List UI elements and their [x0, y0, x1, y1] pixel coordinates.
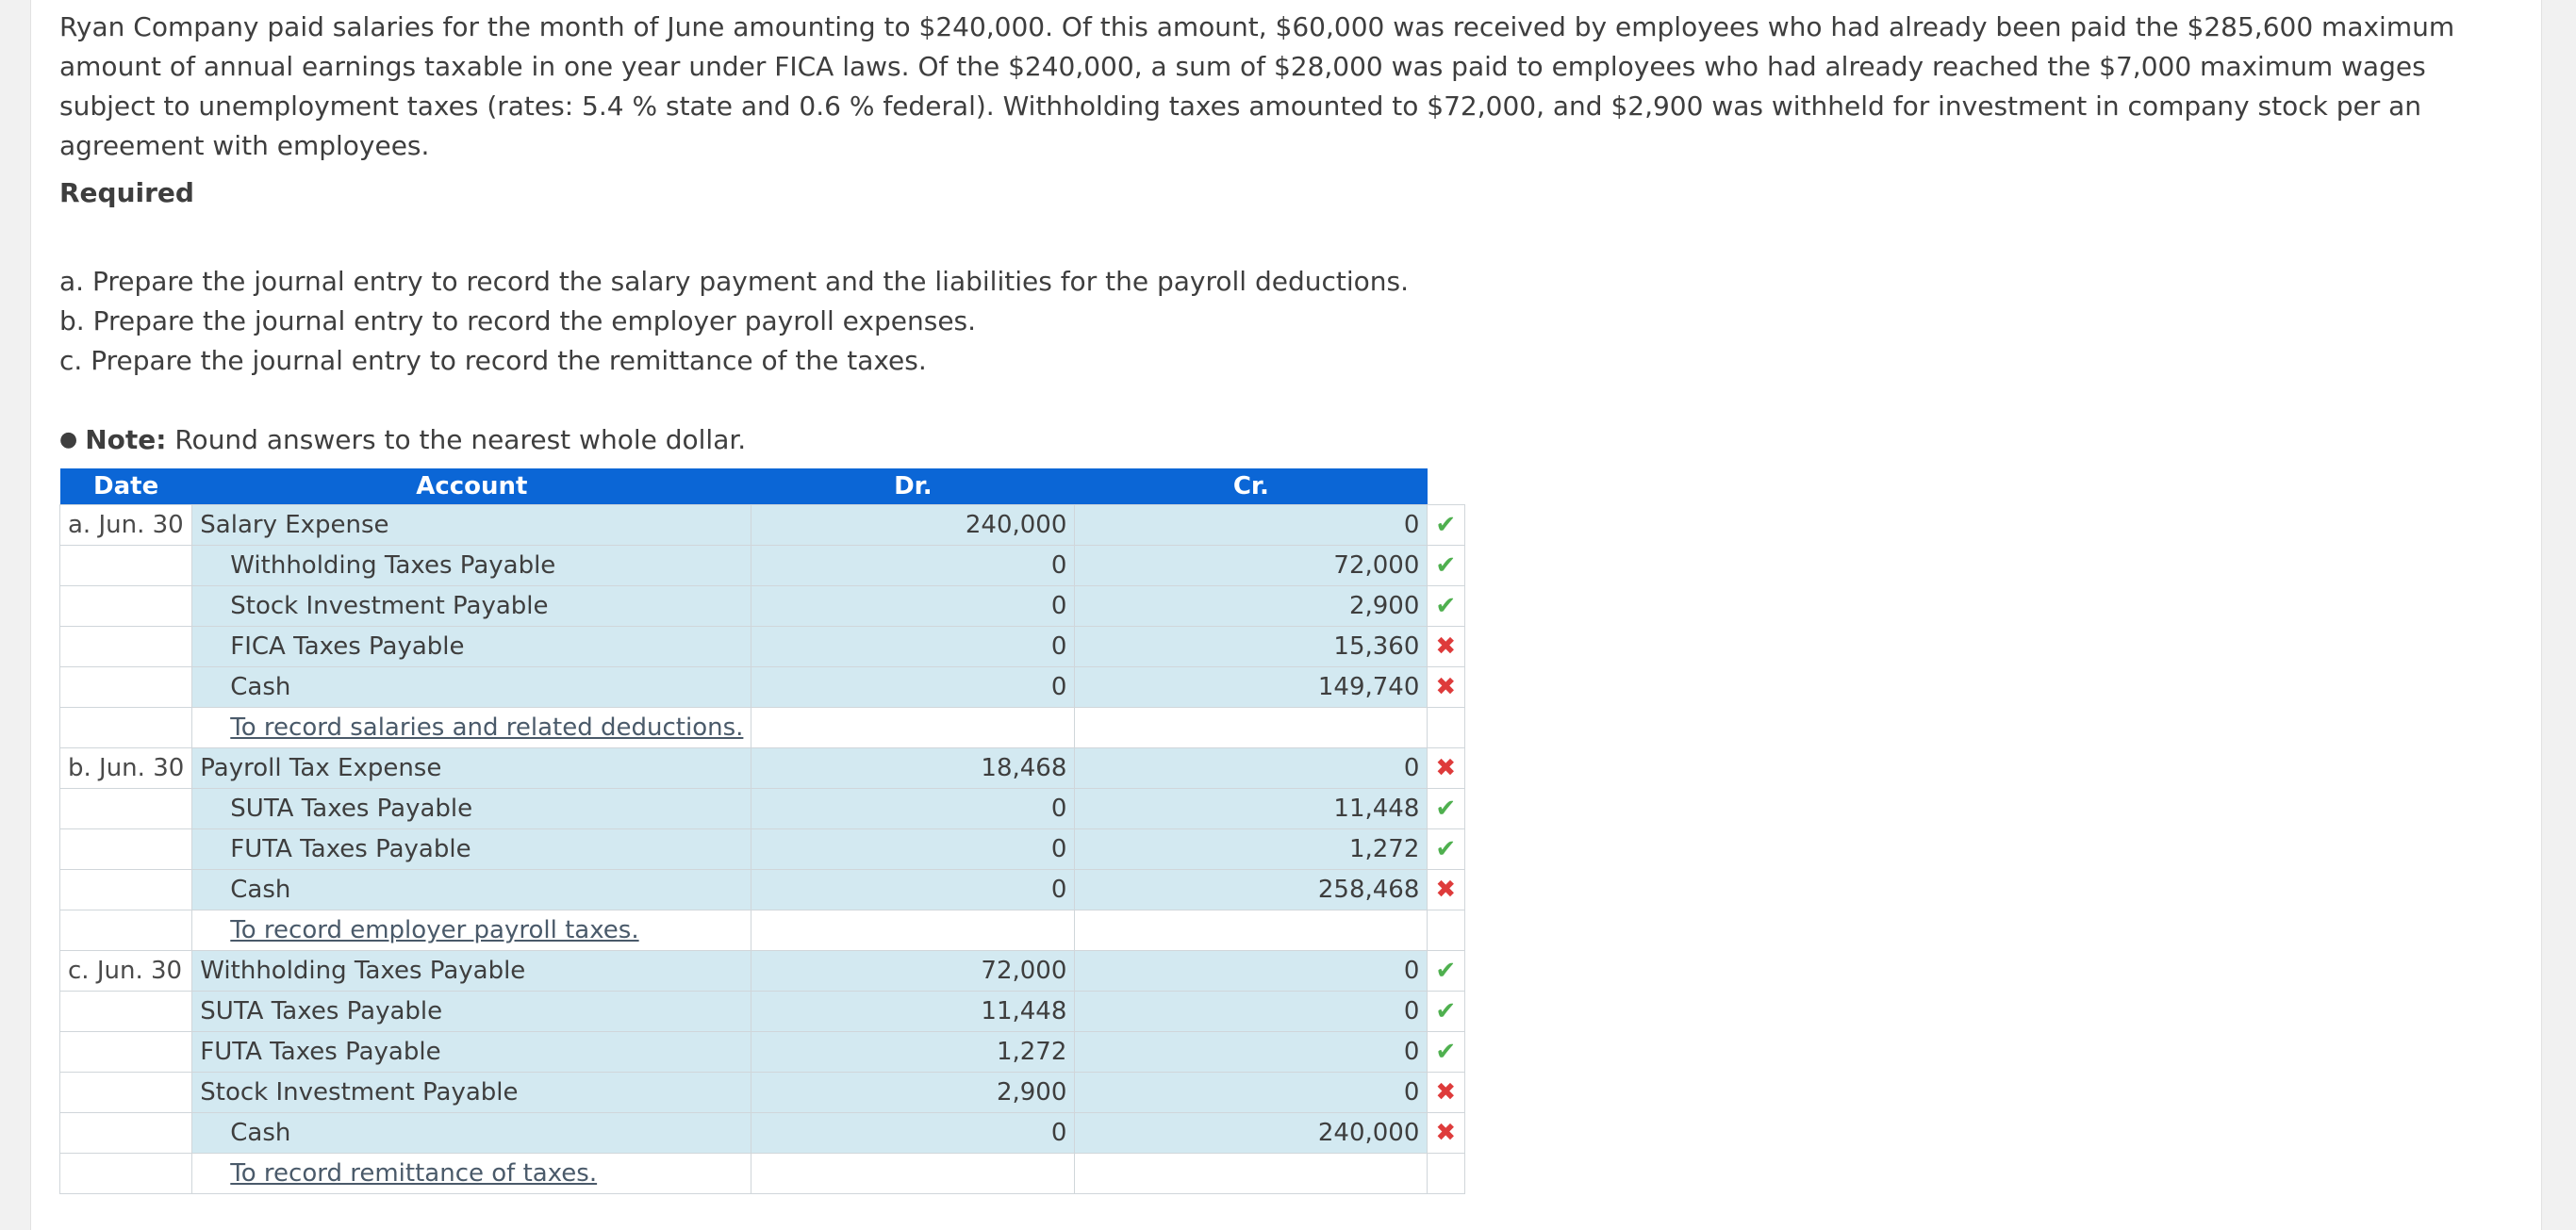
credit-field[interactable]: 0: [1075, 1073, 1428, 1113]
date-cell: [60, 586, 192, 627]
bullet-icon: ●: [59, 428, 78, 451]
check-icon: [1428, 789, 1465, 829]
debit-field[interactable]: 240,000: [751, 505, 1075, 546]
debit-field[interactable]: 18,468: [751, 748, 1075, 789]
table-row: [60, 951, 1465, 992]
cross-icon: [1428, 1113, 1465, 1154]
question-panel: [30, 0, 2542, 1230]
debit-field[interactable]: 72,000: [751, 951, 1075, 992]
check-icon: [1428, 951, 1465, 992]
credit-field[interactable]: 258,468: [1075, 870, 1428, 910]
table-row: [60, 829, 1465, 870]
credit-field[interactable]: 240,000: [1075, 1113, 1428, 1154]
debit-field: [751, 1154, 1075, 1194]
credit-field: [1075, 708, 1428, 748]
debit-column-header: Dr.: [751, 468, 1075, 505]
cross-icon: ✖: [1435, 632, 1457, 661]
debit-field[interactable]: 0: [751, 546, 1075, 586]
account-field[interactable]: Cash: [192, 1113, 751, 1154]
account-field[interactable]: SUTA Taxes Payable: [192, 992, 751, 1032]
problem-statement: Ryan Company paid salaries for the month of June amounting to $240,000. Of this amount, $60,000 was received by employees who had already been paid the $285,600 maximum amount of annual earnings taxable in one year under FICA laws. Of the $240,000, a sum of $28,000 was paid to employees who had already reached the $7,000 maximum wages subject to unemployment taxes (rates: 5.4 % state and 0.6 % federal). Withholding taxes amounted to $72,000, and $2,900 was withheld for investment in company stock per an agreement with employees.: [59, 11, 2455, 161]
check-icon: ✔: [1435, 1038, 1457, 1066]
cross-icon: ✖: [1435, 876, 1457, 904]
table-row: [60, 992, 1465, 1032]
check-icon: ✔: [1435, 592, 1457, 620]
table-row: [60, 1073, 1465, 1113]
credit-field: [1075, 910, 1428, 951]
debit-field[interactable]: 2,900: [751, 1073, 1075, 1113]
account-field[interactable]: Stock Investment Payable: [192, 1073, 751, 1113]
entry-description-text: To record salaries and related deductions.: [230, 713, 744, 742]
account-field[interactable]: Cash: [192, 870, 751, 910]
debit-field[interactable]: 0: [751, 667, 1075, 708]
cross-icon: ✖: [1435, 1078, 1457, 1107]
table-row: [60, 748, 1465, 789]
check-icon: ✔: [1435, 511, 1457, 539]
debit-field[interactable]: 0: [751, 627, 1075, 667]
table-row: [60, 910, 1465, 951]
check-icon: ✔: [1435, 997, 1457, 1025]
table-row: [60, 1032, 1465, 1073]
check-icon: [1428, 992, 1465, 1032]
date-cell: [60, 546, 192, 586]
credit-field[interactable]: 11,448: [1075, 789, 1428, 829]
entry-description[interactable]: [192, 910, 751, 951]
status-empty: [1428, 708, 1465, 748]
table-row: [60, 586, 1465, 627]
date-cell: [60, 1073, 192, 1113]
date-cell: [60, 667, 192, 708]
entry-description[interactable]: [192, 708, 751, 748]
date-cell: a. Jun. 30: [60, 505, 192, 546]
table-row: [60, 1113, 1465, 1154]
debit-field[interactable]: 0: [751, 586, 1075, 627]
account-field[interactable]: FUTA Taxes Payable: [192, 1032, 751, 1073]
debit-field[interactable]: 0: [751, 829, 1075, 870]
status-column: [1428, 468, 1465, 505]
table-row: [60, 505, 1465, 546]
table-row: [60, 627, 1465, 667]
table-header-row: [60, 468, 1465, 505]
cross-icon: ✖: [1435, 754, 1457, 782]
debit-field[interactable]: 0: [751, 1113, 1075, 1154]
date-column-header: Date: [60, 468, 192, 505]
account-field[interactable]: Cash: [192, 667, 751, 708]
credit-field[interactable]: 0: [1075, 992, 1428, 1032]
entry-description-text: To record remittance of taxes.: [230, 1159, 598, 1188]
rounding-note: [59, 420, 2530, 460]
note-label: Note:: [85, 424, 167, 455]
journal-rows: [60, 505, 1465, 1194]
account-column-header: Account: [192, 468, 751, 505]
debit-field[interactable]: 11,448: [751, 992, 1075, 1032]
credit-field[interactable]: 72,000: [1075, 546, 1428, 586]
check-icon: ✔: [1435, 795, 1457, 823]
date-cell: [60, 708, 192, 748]
table-row: [60, 667, 1465, 708]
debit-field[interactable]: 0: [751, 789, 1075, 829]
question-content: [59, 0, 2530, 1188]
credit-field[interactable]: 0: [1075, 951, 1428, 992]
requirement-b: b. Prepare the journal entry to record the employer payroll expenses.: [59, 305, 977, 336]
credit-column-header: Cr.: [1075, 468, 1428, 505]
cross-icon: [1428, 870, 1465, 910]
date-cell: [60, 789, 192, 829]
date-cell: [60, 829, 192, 870]
requirement-a: a. Prepare the journal entry to record the salary payment and the liabilities for the payroll deductions.: [59, 266, 1409, 297]
credit-field[interactable]: 0: [1075, 748, 1428, 789]
account-field[interactable]: FUTA Taxes Payable: [192, 829, 751, 870]
debit-field: [751, 708, 1075, 748]
check-icon: [1428, 1032, 1465, 1073]
check-icon: ✔: [1435, 551, 1457, 580]
date-cell: [60, 870, 192, 910]
table-row: [60, 789, 1465, 829]
account-field[interactable]: Stock Investment Payable: [192, 586, 751, 627]
account-field[interactable]: Withholding Taxes Payable: [192, 951, 751, 992]
table-row: [60, 546, 1465, 586]
date-cell: [60, 627, 192, 667]
status-empty: [1428, 910, 1465, 951]
account-field[interactable]: Payroll Tax Expense: [192, 748, 751, 789]
table-row: [60, 708, 1465, 748]
date-cell: [60, 910, 192, 951]
account-field[interactable]: Withholding Taxes Payable: [192, 546, 751, 586]
date-cell: [60, 1113, 192, 1154]
credit-field: [1075, 1154, 1428, 1194]
cross-icon: [1428, 627, 1465, 667]
date-cell: b. Jun. 30: [60, 748, 192, 789]
table-row: [60, 870, 1465, 910]
date-cell: [60, 992, 192, 1032]
account-field[interactable]: SUTA Taxes Payable: [192, 789, 751, 829]
debit-field[interactable]: 1,272: [751, 1032, 1075, 1073]
table-row: [60, 1154, 1465, 1194]
cross-icon: ✖: [1435, 673, 1457, 701]
check-icon: ✔: [1435, 835, 1457, 863]
account-field[interactable]: Salary Expense: [192, 505, 751, 546]
check-icon: [1428, 505, 1465, 546]
requirement-c: c. Prepare the journal entry to record the remittance of the taxes.: [59, 345, 927, 376]
date-cell: c. Jun. 30: [60, 951, 192, 992]
cross-icon: ✖: [1435, 1119, 1457, 1147]
note-text: Round answers to the nearest whole dollar.: [174, 424, 747, 455]
date-cell: [60, 1032, 192, 1073]
entry-description-text: To record employer payroll taxes.: [230, 916, 639, 944]
check-icon: [1428, 586, 1465, 627]
credit-field[interactable]: 1,272: [1075, 829, 1428, 870]
date-cell: [60, 1154, 192, 1194]
cross-icon: [1428, 1073, 1465, 1113]
requirements-list: [59, 262, 2530, 381]
credit-field[interactable]: 2,900: [1075, 586, 1428, 627]
debit-field[interactable]: 0: [751, 870, 1075, 910]
account-field[interactable]: FICA Taxes Payable: [192, 627, 751, 667]
journal-entry-table: [59, 468, 1465, 1194]
cross-icon: [1428, 667, 1465, 708]
required-heading: Required: [59, 177, 194, 208]
cross-icon: [1428, 748, 1465, 789]
check-icon: ✔: [1435, 957, 1457, 985]
credit-field[interactable]: 0: [1075, 1032, 1428, 1073]
check-icon: [1428, 546, 1465, 586]
credit-field[interactable]: 149,740: [1075, 667, 1428, 708]
debit-field: [751, 910, 1075, 951]
status-empty: [1428, 1154, 1465, 1194]
entry-description[interactable]: [192, 1154, 751, 1194]
check-icon: [1428, 829, 1465, 870]
credit-field[interactable]: 0: [1075, 505, 1428, 546]
credit-field[interactable]: 15,360: [1075, 627, 1428, 667]
